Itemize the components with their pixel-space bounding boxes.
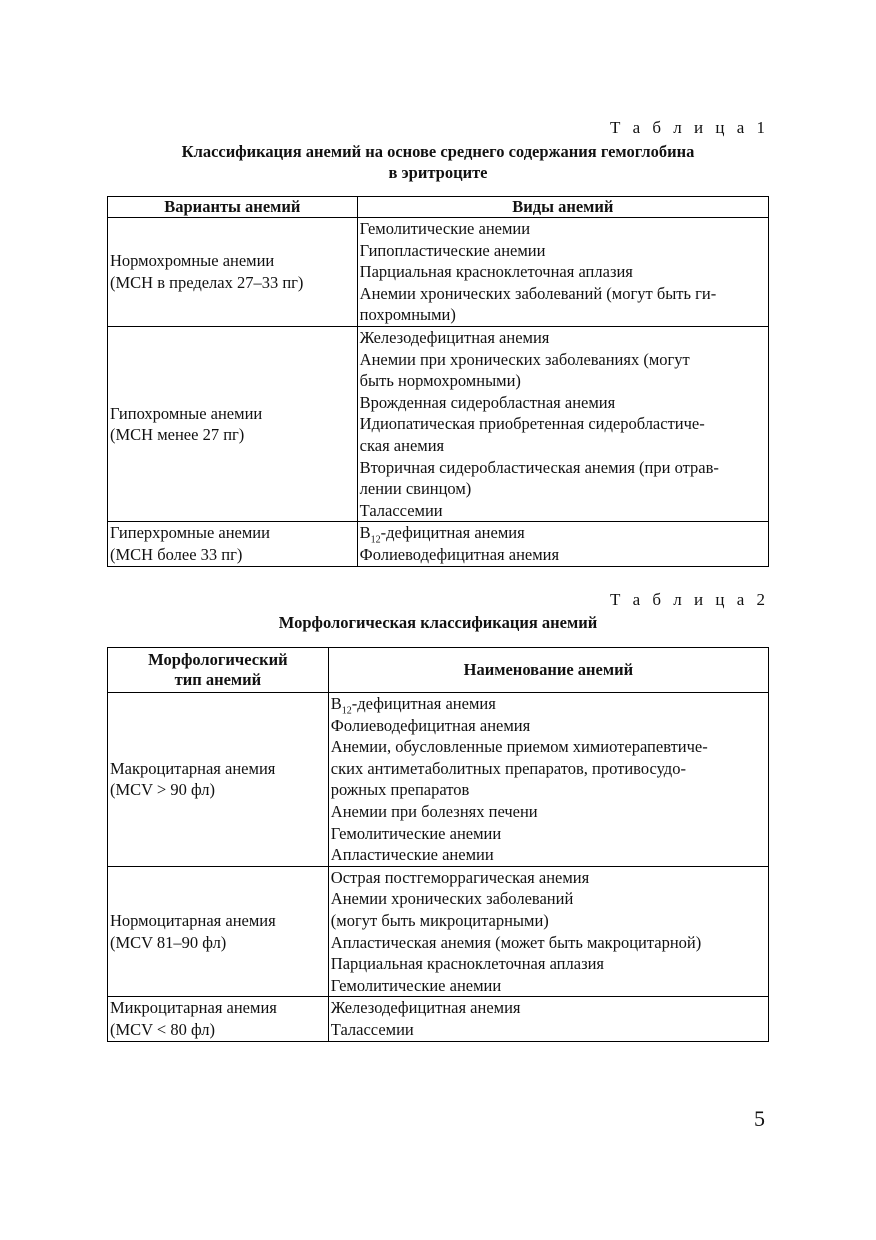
table-row xyxy=(108,326,769,521)
table1 xyxy=(107,196,769,567)
list-item: Анемии хронических заболеваний (могут быть ги- xyxy=(359,283,717,303)
variant-name: Нормохромные анемии xyxy=(110,251,275,271)
list-item: ская анемия xyxy=(359,435,445,455)
list-item: (могут быть микроцитарными) xyxy=(330,910,549,930)
morph-type-range: (MCV < 80 фл) xyxy=(110,1019,215,1039)
list-item: Анемии, обусловленные приемом химиотерапевтиче- xyxy=(330,737,708,757)
anemia-variant-cell xyxy=(108,218,358,327)
morph-type-name: Микроцитарная анемия xyxy=(110,998,277,1018)
list-item: Талассемии xyxy=(359,500,443,520)
table-row xyxy=(108,218,769,327)
list-item: Гемолитические анемии xyxy=(359,219,531,238)
table1-title-line1: Классификация анемий на основе среднего содержания гемоглобина xyxy=(181,142,695,161)
list-item: похромными) xyxy=(359,305,456,325)
table1-title-line2: в эритроците xyxy=(388,163,488,182)
list-item: ских антиметаболитных препаратов, противосудо- xyxy=(330,758,686,778)
morph-type-range: (MCV 81–90 фл) xyxy=(110,932,227,952)
list-item: Апластические анемии xyxy=(330,845,494,865)
table2-header-row xyxy=(108,648,769,693)
list-item: Парциальная красноклеточная аплазия xyxy=(330,954,605,974)
list-item: Анемии при болезнях печени xyxy=(330,801,538,821)
morph-type-range: (MCV > 90 фл) xyxy=(110,780,215,800)
list-item: Фолиеводефицитная анемия xyxy=(359,544,560,564)
list-item: Анемии хронических заболеваний xyxy=(330,889,574,909)
b12-prefix: B xyxy=(330,694,342,713)
table-row xyxy=(108,522,769,566)
list-item: Гипопластические анемии xyxy=(359,240,546,260)
table1-title xyxy=(107,141,769,183)
anemia-variant-cell xyxy=(108,522,358,566)
morph-type-name: Нормоцитарная анемия xyxy=(110,910,276,930)
list-item: Апластическая анемия (может быть макроцитарной) xyxy=(330,932,702,952)
variant-name: Гипохромные анемии xyxy=(110,403,263,423)
table2-col-names-header: Наименование анемий xyxy=(328,648,768,693)
list-item: быть нормохромными) xyxy=(359,371,521,391)
list-item: Гемолитические анемии xyxy=(330,975,502,995)
anemia-types-cell xyxy=(357,522,768,566)
list-item: Вторичная сидеробластическая анемия (при отрав- xyxy=(359,457,719,477)
anemia-types-cell xyxy=(357,218,768,327)
anemia-types-cell xyxy=(357,326,768,521)
list-item: Врожденная сидеробластная анемия xyxy=(359,392,616,412)
list-item: Железодефицитная анемия xyxy=(330,998,521,1018)
anemia-variant-cell xyxy=(108,326,358,521)
list-item: Парциальная красноклеточная аплазия xyxy=(359,262,633,282)
list-item: Анемии при хронических заболеваниях (могут xyxy=(359,349,690,369)
table2 xyxy=(107,647,769,1042)
list-item: лении свинцом) xyxy=(359,479,472,499)
col-type-header-line2: тип анемий xyxy=(174,670,262,689)
anemia-names-cell xyxy=(328,866,768,997)
table2-title: Морфологическая классификация анемий xyxy=(278,613,598,632)
list-item: Идиопатическая приобретенная сидеробластиче- xyxy=(359,414,705,434)
anemia-names-cell xyxy=(328,997,768,1041)
col-type-header-line1: Морфологический xyxy=(148,650,288,669)
variant-name: Гиперхромные анемии xyxy=(110,523,270,543)
table2-col-type-header xyxy=(108,648,329,693)
list-item: Железодефицитная анемия xyxy=(359,327,550,347)
morph-type-cell xyxy=(108,997,329,1041)
variant-range: (МСН менее 27 пг) xyxy=(110,425,245,445)
morph-type-name: Макроцитарная анемия xyxy=(110,758,276,778)
b12-subscript: 12 xyxy=(370,534,381,546)
page-number: 5 xyxy=(754,1106,765,1131)
morph-type-cell xyxy=(108,866,329,997)
morph-type-cell xyxy=(108,693,329,867)
variant-range: (МСН более 33 пг) xyxy=(110,544,243,564)
table-row xyxy=(108,997,769,1041)
anemia-names-cell xyxy=(328,693,768,867)
list-item: Острая постгеморрагическая анемия xyxy=(330,867,590,887)
list-item: Фолиеводефицитная анемия xyxy=(330,715,531,735)
table1-header-row xyxy=(108,197,769,218)
table1-caption: Т а б л и ц а 1 xyxy=(609,118,769,137)
table-row xyxy=(108,693,769,867)
table1-col-types-header: Виды анемий xyxy=(357,197,768,218)
b12-rest: -дефицитная анемия xyxy=(351,694,496,713)
b12-subscript: 12 xyxy=(341,705,352,717)
table2-caption: Т а б л и ц а 2 xyxy=(609,590,769,609)
list-item: Гемолитические анемии xyxy=(330,823,502,843)
list-item: Талассемии xyxy=(330,1019,414,1039)
list-item: рожных препаратов xyxy=(330,780,470,800)
table1-col-variants-header: Варианты анемий xyxy=(108,197,358,218)
b12-rest: -дефицитная анемия xyxy=(380,523,525,543)
list-item-b12 xyxy=(331,693,766,715)
variant-range: (МСН в пределах 27–33 пг) xyxy=(110,272,304,292)
b12-prefix: B xyxy=(359,523,371,543)
table-row xyxy=(108,866,769,997)
list-item-b12 xyxy=(360,522,766,544)
